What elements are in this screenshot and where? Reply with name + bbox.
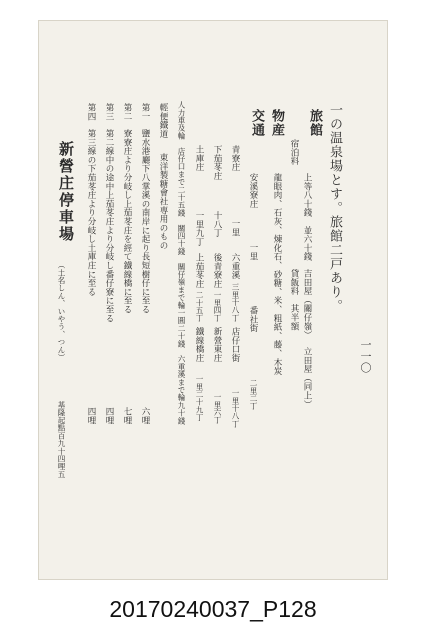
railway-line-4-label: 第四 [86,103,96,121]
transport-row-2-dist-b: 三里十八丁 [231,283,240,322]
transport-row-2-place-c: 店仔口街 [230,327,240,363]
railway-line-1-label: 第一 [140,103,150,121]
railway-line-4-dist: 四哩 [86,407,96,425]
ryokan-inn-2: 立田屋（同上） [302,347,312,409]
products-text: 龍眼肉、石灰、煉化石、砂糖、米、粗紙、藤、木炭 [272,173,282,376]
image-caption: 20170240037_P128 [109,596,317,622]
transport-row-4-dist: 一里九丁 [194,211,204,247]
transport-row-3-place: 下茄苳庄 [212,145,222,181]
transport-row-1-place: 安溪寮庄 [248,173,258,209]
transport-row-4-dist-b: 二十五丁 [195,291,204,322]
station-title: 新營庄停車場 [57,141,75,243]
transport-row-2-place-b: 六重溪 [230,253,240,280]
transport-row-2-place: 青寮庄 [230,145,240,172]
transport-row-1-dist: 一里 [248,243,258,261]
ryokan-price-label: 宿泊料 [289,139,299,166]
transport-row-3-place-b: 後青寮庄 [212,253,222,289]
transport-row-2-dist: 一里 [230,219,240,237]
transport-row-4-dist-c: 一里二十九丁 [195,375,204,422]
transport-row-3-dist-c: 一里六丁 [213,393,222,424]
ryokan-heading: 旅館 [307,109,322,137]
transport-row-3-dist: 十八丁 [212,211,222,238]
ryokan-inn-1-meal: 貸飯料 其半額 [289,269,299,331]
intro-line: 一の温泉場とす。旅館二戸あり。 [327,103,342,313]
transport-row-1-dist-b: 二里二丁 [249,379,258,410]
products-heading: 物産 [269,109,284,137]
ryokan-inn-1: 吉田屋（關仔嶺） [302,269,312,340]
railway-line-3-label: 第三 [104,103,114,121]
railway-line-4-text: 第三線の下茄苳庄より分岐し土庫庄に至る [86,129,96,297]
transport-row-1-place-b: 番社街 [248,306,258,333]
railway-note: 東洋製糖會社専用のもの [158,153,168,250]
transport-row-4-place-c: 鐵線橋庄 [194,327,204,363]
transport-fare-note: 人力車及輪 店仔口まで二十五錢 關四十錢 關仔嶺まで輪一圓二十錢 六重溪まで輪九十錢 [177,101,186,425]
railway-line-3-dist: 四哩 [104,407,114,425]
railway-line-2-text: 寮寮庄より分岐し上茄苳庄を經て鐵線橋に至る [122,129,132,314]
railway-heading: 輕便鐵道 [158,103,168,139]
railway-line-2-dist: 七哩 [122,407,132,425]
ryokan-price: 上等八十錢 並六十錢 [302,173,312,261]
transport-row-2-dist-c: 一里十八丁 [231,389,240,428]
transport-row-3-place-c: 新營東庄 [212,327,222,363]
railway-line-1-text: 鹽水港廳下八掌溪の南岸に起り長短樹仔に至る [140,129,150,314]
transport-heading: 交通 [249,109,264,137]
railway-line-3-text: 第二線中の途中上茄苳庄より分岐し番仔寮に至る [104,129,114,323]
page-number: 一一〇 [359,339,372,374]
railway-line-2-label: 第二 [122,103,132,121]
railway-line-1-dist: 六哩 [140,407,150,425]
transport-row-4-place-b: 上茄苳庄 [194,253,204,289]
station-distance: 基隆起點百九十四哩五 [57,401,66,478]
transport-row-4-place: 土庫庄 [194,145,204,172]
transport-row-3-dist-b: 一里四丁 [213,291,222,322]
station-reading: （土名しん、いやう、つん） [57,261,66,362]
book-page [38,20,388,580]
